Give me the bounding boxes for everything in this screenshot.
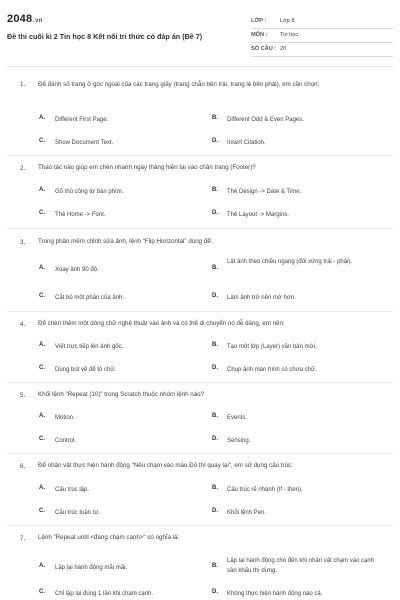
option-text[interactable]: Cắt bỏ một phần của ảnh. bbox=[55, 295, 125, 301]
question-divider bbox=[7, 155, 393, 156]
option-letter: C. bbox=[39, 293, 45, 299]
option-text[interactable]: Thẻ Layout -> Margins. bbox=[227, 212, 289, 218]
option-text[interactable]: Tạo một lớp (Layer) văn bản mới. bbox=[227, 344, 317, 350]
meta-row-count bbox=[251, 42, 393, 56]
exam-title: Đề thi cuối kì 2 Tin học 8 Kết nối tri thức có đáp án (Đề 7) bbox=[7, 32, 203, 41]
option-letter: A. bbox=[39, 187, 45, 193]
exam-meta-table bbox=[251, 14, 393, 57]
option-letter: A. bbox=[39, 413, 45, 419]
question-text: Để chèn thêm một dòng chữ nghệ thuật vào ảnh và có thể di chuyển nó dễ dàng, em nên: bbox=[38, 320, 285, 327]
option-letter: D. bbox=[212, 365, 218, 371]
option-text[interactable]: Insert Citation. bbox=[227, 140, 266, 146]
option-text[interactable]: Khối lệnh Pen. bbox=[227, 510, 267, 516]
question-text: Để đánh số trang ở góc ngoài của các trang giấy (trang chẵn bên trái, trang lẻ bên phải), em cần chọn: bbox=[38, 81, 320, 88]
option-letter: B. bbox=[212, 413, 218, 419]
option-letter: C. bbox=[39, 436, 45, 442]
site-logo[interactable]: 2048.vn bbox=[7, 13, 43, 25]
option-text[interactable]: Làm ảnh trở nên mờ hơn. bbox=[227, 295, 296, 301]
header-divider bbox=[7, 66, 393, 67]
question-number: 2. bbox=[20, 165, 26, 172]
question-divider bbox=[7, 525, 393, 526]
option-text[interactable]: Thẻ Home -> Font. bbox=[55, 212, 106, 218]
option-letter: B. bbox=[212, 187, 218, 193]
option-letter: A. bbox=[39, 265, 45, 271]
option-text[interactable]: Different Odd & Even Pages. bbox=[227, 117, 304, 123]
meta-value: Tin học bbox=[280, 28, 393, 42]
option-text[interactable]: Lật ảnh theo chiều ngang (đối xứng trái - phải). bbox=[227, 259, 353, 265]
meta-label: LỚP : bbox=[251, 14, 280, 28]
option-letter: A. bbox=[39, 563, 45, 569]
option-letter: B. bbox=[212, 563, 218, 569]
option-letter: C. bbox=[39, 508, 45, 514]
question-text: Thao tác nào giúp em chèn nhanh ngày tháng hiện tại vào chân trang (Footer)? bbox=[38, 164, 256, 171]
option-text[interactable]: Lặp lại hành động cho đến khi nhân vật chạm vào cạnh sân khấu thì dừng. bbox=[227, 558, 375, 574]
option-text[interactable]: Xoay ảnh 90 độ. bbox=[55, 267, 99, 273]
question-number: 5. bbox=[20, 392, 26, 399]
option-letter: B. bbox=[212, 265, 218, 271]
question-number: 7. bbox=[20, 535, 26, 542]
question-number: 3. bbox=[20, 239, 26, 246]
option-letter: B. bbox=[212, 485, 218, 491]
question-divider bbox=[7, 453, 393, 454]
question-divider bbox=[7, 311, 393, 312]
option-text[interactable]: Events. bbox=[227, 415, 248, 421]
question-text: Lệnh "Repeat until <đang chạm cạnh>" có nghĩa là: bbox=[38, 534, 180, 541]
option-text[interactable]: Show Document Text. bbox=[55, 140, 114, 146]
question-number: 4. bbox=[20, 321, 26, 328]
exam-header bbox=[0, 0, 400, 66]
option-letter: A. bbox=[39, 342, 45, 348]
question-text: Để nhân vật thực hiện hành động "Nếu chạm vào màu Đỏ thì quay lại", em sử dụng cấu trúc: bbox=[38, 462, 293, 469]
option-text[interactable]: Gõ thủ công từ bàn phím. bbox=[55, 189, 124, 195]
question-text: Trong phần mềm chỉnh sửa ảnh, lệnh "Flip Horizontal" dùng để: bbox=[38, 238, 213, 245]
option-text[interactable]: Chụp ảnh màn hình có chứa chữ. bbox=[227, 367, 317, 373]
option-letter: C. bbox=[39, 365, 45, 371]
option-text[interactable]: Cấu trúc rẽ nhánh (If - then). bbox=[227, 487, 303, 493]
meta-label: MÔN : bbox=[251, 28, 280, 42]
option-text[interactable]: Lặp lại hành động mãi mãi. bbox=[55, 565, 128, 571]
question-number: 1. bbox=[20, 81, 26, 88]
option-letter: B. bbox=[212, 115, 218, 121]
option-letter: D. bbox=[212, 589, 218, 595]
option-letter: D. bbox=[212, 293, 218, 299]
option-text[interactable]: Sensing. bbox=[227, 438, 251, 444]
option-letter: A. bbox=[39, 115, 45, 121]
option-text[interactable]: Different First Page. bbox=[55, 117, 109, 123]
option-letter: C. bbox=[39, 589, 45, 595]
option-letter: B. bbox=[212, 342, 218, 348]
option-text[interactable]: Control. bbox=[55, 438, 77, 444]
option-letter: D. bbox=[212, 210, 218, 216]
option-text[interactable]: Thẻ Design -> Date & Time. bbox=[227, 189, 302, 195]
question-divider bbox=[7, 228, 393, 229]
option-text[interactable]: Viết trực tiếp lên ảnh gốc. bbox=[55, 344, 124, 350]
option-text[interactable]: Chỉ lặp lại đúng 1 lần khi chạm cạnh. bbox=[55, 591, 154, 597]
option-text[interactable]: Cấu trúc lặp. bbox=[55, 487, 90, 493]
meta-label: SỐ CÂU : bbox=[251, 42, 280, 56]
option-text[interactable]: Không thực hiện hành động nào cả. bbox=[227, 591, 323, 597]
meta-row-subject bbox=[251, 28, 393, 42]
option-text[interactable]: Cấu trúc tuần tự. bbox=[55, 510, 101, 516]
option-letter: C. bbox=[39, 210, 45, 216]
option-letter: D. bbox=[212, 436, 218, 442]
option-letter: C. bbox=[39, 138, 45, 144]
option-letter: D. bbox=[212, 508, 218, 514]
meta-value: 20 bbox=[280, 42, 393, 56]
meta-value: Lớp 8 bbox=[280, 14, 393, 28]
meta-row-class bbox=[251, 14, 393, 28]
question-text: Khối lệnh "Repeat (10)" trong Scratch thuộc nhóm lệnh nào? bbox=[38, 391, 205, 398]
option-text[interactable]: Motion. bbox=[55, 415, 75, 421]
question-divider bbox=[7, 382, 393, 383]
question-number: 6. bbox=[20, 463, 26, 470]
option-letter: A. bbox=[39, 485, 45, 491]
option-text[interactable]: Dùng bút vẽ để tô chữ. bbox=[55, 367, 117, 373]
option-letter: D. bbox=[212, 138, 218, 144]
